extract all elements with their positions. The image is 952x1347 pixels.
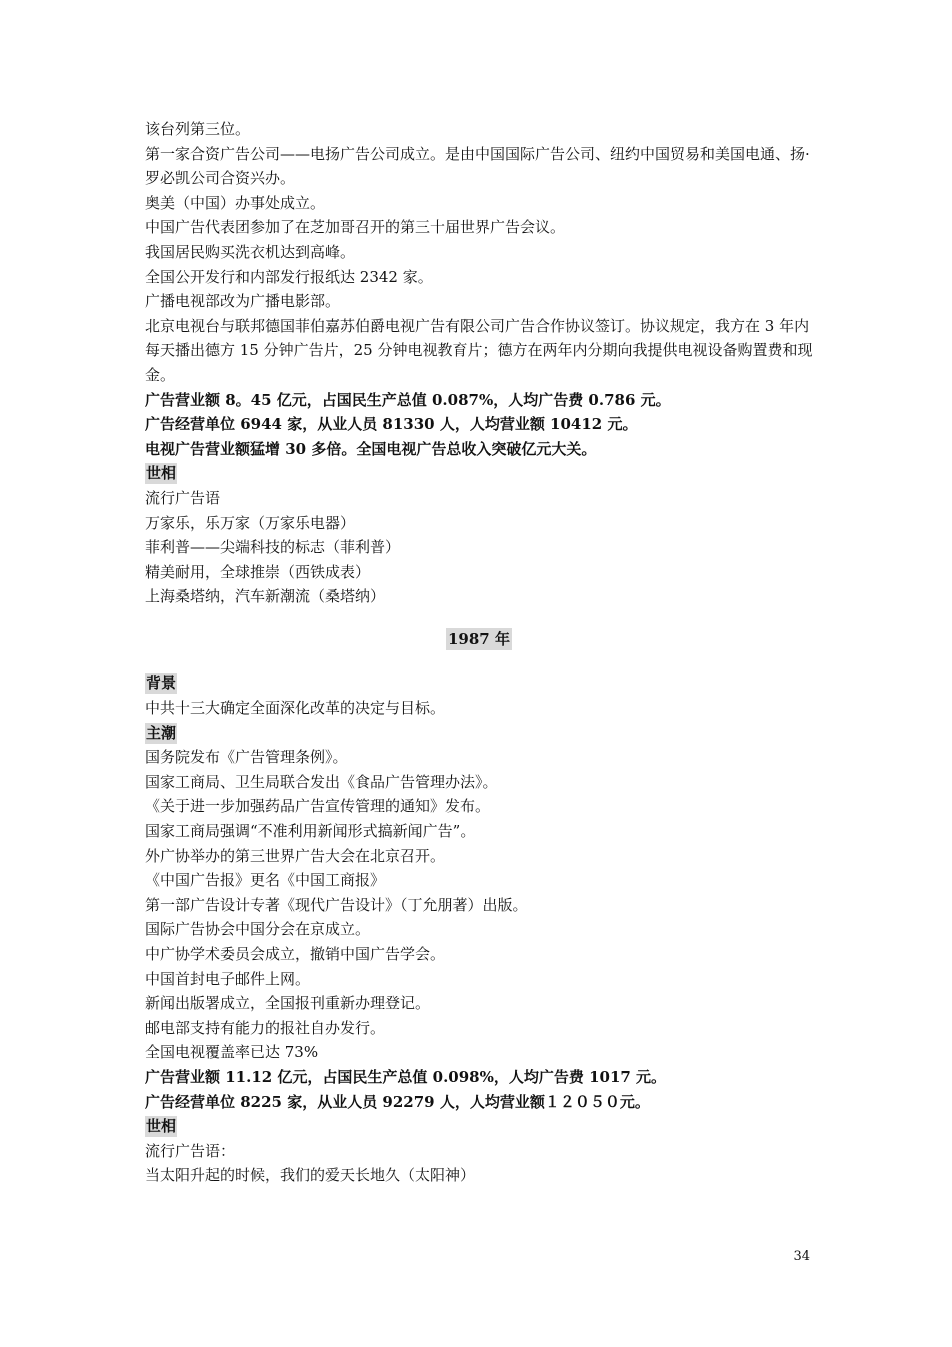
text-line: 中国首封电子邮件上网。 [145,969,311,988]
text-line: 全国电视覆盖率已达 73% [145,1043,319,1062]
stat-line: 广告营业额 11.12 亿元，占国民生产总值 0.098%，人均广告费 1017 元。 [145,1067,667,1086]
slogan-line: 当太阳升起的时候，我们的爱天长地久（太阳神） [145,1166,476,1185]
slogan-line: 上海桑塔纳，汽车新潮流（桑塔纳） [145,587,386,606]
text-line: 国家工商局强调“不准利用新闻形式搞新闻广告”。 [145,822,476,841]
text-line: 新闻出版署成立，全国报刊重新办理登记。 [145,994,431,1013]
section-heading-zhuchao: 主潮 [146,723,177,742]
year-heading-wrap [145,627,813,652]
text-line: 中国广告代表团参加了在芝加哥召开的第三十届世界广告会议。 [145,218,566,237]
text-line: 国家工商局、卫生局联合发出《食品广告管理办法》。 [145,772,498,791]
text-line: 第一部广告设计专著《现代广告设计》（丁允朋著）出版。 [145,895,528,914]
stat-line: 广告营业额 8。45 亿元，占国民生产总值 0.087%，人均广告费 0.786 元。 [145,390,671,409]
text-line: 中共十三大确定全面深化改革的决定与目标。 [145,699,446,718]
text-paragraph: 北京电视台与联邦德国菲伯嘉苏伯爵电视广告有限公司广告合作协议签订。协议规定，我方在 3 年内每天播出德方 15 分钟广告片，25 分钟电视教育片；德方在两年内分期向我提供电视设备购置费和现金。 [145,316,813,384]
text-line: 国际广告协会中国分会在京成立。 [145,920,371,939]
section-heading-shixiang: 世相 [146,1117,177,1136]
text-line: 国务院发布《广告管理条例》。 [145,748,348,767]
slogan-line: 精美耐用，全球推崇（西铁成表） [145,562,371,581]
slogan-line: 流行广告语： [145,1141,236,1160]
text-line: 广播电视部改为广播电影部。 [145,292,341,311]
section-heading-shixiang: 世相 [146,464,177,483]
slogan-line: 流行广告语 [145,488,221,507]
text-line: 全国公开发行和内部发行报纸达 2342 家。 [145,267,433,286]
text-line: 邮电部支持有能力的报社自办发行。 [145,1018,386,1037]
section-heading-beijing: 背景 [146,674,177,693]
text-line: 该台列第三位。 [145,120,251,138]
text-line: 《关于进一步加强药品广告宣传管理的通知》发布。 [145,797,491,816]
text-line: 外广协举办的第三世界广告大会在北京召开。 [145,846,446,865]
year-heading: 1987 年 [448,629,510,648]
slogan-line: 万家乐，乐万家（万家乐电器） [145,513,356,532]
page-number: 34 [793,1249,810,1264]
text-line: 《中国广告报》更名《中国工商报》 [145,871,386,890]
stat-line: 广告经营单位 8225 家，从业人员 92279 人，人均营业额１２０５０元。 [145,1092,650,1111]
stat-line: 电视广告营业额猛增 30 多倍。全国电视广告总收入突破亿元大关。 [145,439,597,458]
text-line: 我国居民购买洗衣机达到高峰。 [145,242,356,261]
text-line: 奥美（中国）办事处成立。 [145,193,326,212]
text-line: 中广协学术委员会成立，撤销中国广告学会。 [145,945,446,963]
stat-line: 广告经营单位 6944 家，从业人员 81330 人，人均营业额 10412 元。 [145,415,638,434]
text-paragraph: 第一家合资广告公司——电扬广告公司成立。是由中国国际广告公司、纽约中国贸易和美国电通、扬·罗必凯公司合资兴办。 [145,144,810,188]
slogan-line: 菲利普——尖端科技的标志（菲利普） [145,538,401,557]
page-content [145,117,813,1188]
